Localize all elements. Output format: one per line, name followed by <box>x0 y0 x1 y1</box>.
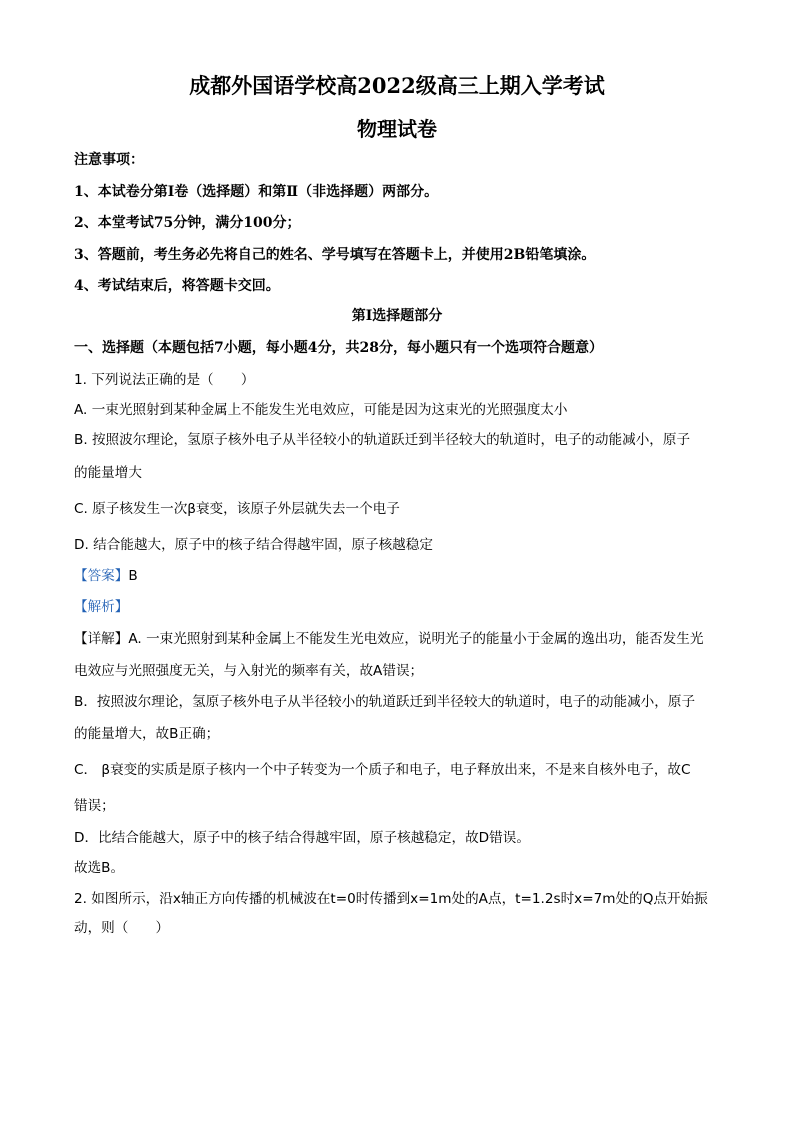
detail-text-1: A. 一束光照射到某种金属上不能发生光电效应，说明光子的能量小于金属的逸出功，能否发生光 <box>128 631 704 647</box>
detail-line-3: B．按照波尔理论，氢原子核外电子从半径较小的轨道跃迁到半径较大的轨道时，电子的动能减小，原子 <box>74 694 696 710</box>
answer-value: B <box>128 568 138 584</box>
detail-line-5: C． β衰变的实质是原子核内一个中子转变为一个质子和电子，电子释放出来，不是来自核外电子，故C <box>74 762 691 778</box>
notice-item-2: 2、本堂考试75分钟，满分100分； <box>74 215 301 231</box>
notice-item-3: 3、答题前，考生务必先将自己的姓名、学号填写在答题卡上，并使用2B铅笔填涂。 <box>74 247 596 263</box>
analysis-tag: 【解析】 <box>74 599 129 615</box>
question-1-option-d: D. 结合能越大，原子中的核子结合得越牢固，原子核越稳定 <box>74 537 433 553</box>
answer-line <box>74 566 138 586</box>
notice-item-1: 1、本试卷分第Ⅰ卷（选择题）和第Ⅱ（非选择题）两部分。 <box>74 184 439 200</box>
detail-line-2: 电效应与光照强度无关，与入射光的频率有关，故A错误； <box>74 663 424 679</box>
detail-tag: 【详解】 <box>74 631 129 647</box>
section-heading: 一、选择题（本题包括7小题，每小题4分，共28分，每小题只有一个选项符合题意） <box>74 340 603 356</box>
section-title: 第Ⅰ选择题部分 <box>351 308 443 324</box>
question-1-stem: 1. 下列说法正确的是（ ） <box>74 372 255 388</box>
notice-heading: 注意事项： <box>74 152 144 168</box>
question-1-option-a: A. 一束光照射到某种金属上不能发生光电效应，可能是因为这束光的光照强度太小 <box>74 402 568 418</box>
notice-item-4: 4、考试结束后，将答题卡交回。 <box>74 278 280 294</box>
question-2-stem: 2. 如图所示，沿x轴正方向传播的机械波在t=0时传播到x=1m处的A点，t=1.2s时x=7m处的Q点开始振 <box>74 891 708 907</box>
question-2-stem-continued: 动，则（ ） <box>74 920 170 936</box>
detail-line-4: 的能量增大，故B正确； <box>74 726 220 742</box>
detail-line-1 <box>74 629 703 649</box>
detail-line-6: 错误； <box>74 798 115 814</box>
question-1-option-b: B. 按照波尔理论，氢原子核外电子从半径较小的轨道跃迁到半径较大的轨道时，电子的动能减小，原子 <box>74 432 691 448</box>
conclusion-line: 故选B。 <box>74 860 125 876</box>
question-1-option-c: C. 原子核发生一次β衰变，该原子外层就失去一个电子 <box>74 501 400 517</box>
answer-tag: 【答案】 <box>74 568 129 584</box>
detail-line-7: D．比结合能越大，原子中的核子结合得越牢固，原子核越稳定，故D错误。 <box>74 830 530 846</box>
exam-subtitle: 物理试卷 <box>357 117 437 141</box>
question-1-option-b-continued: 的能量增大 <box>74 465 142 481</box>
exam-title: 成都外国语学校高2022级高三上期入学考试 <box>189 73 605 98</box>
